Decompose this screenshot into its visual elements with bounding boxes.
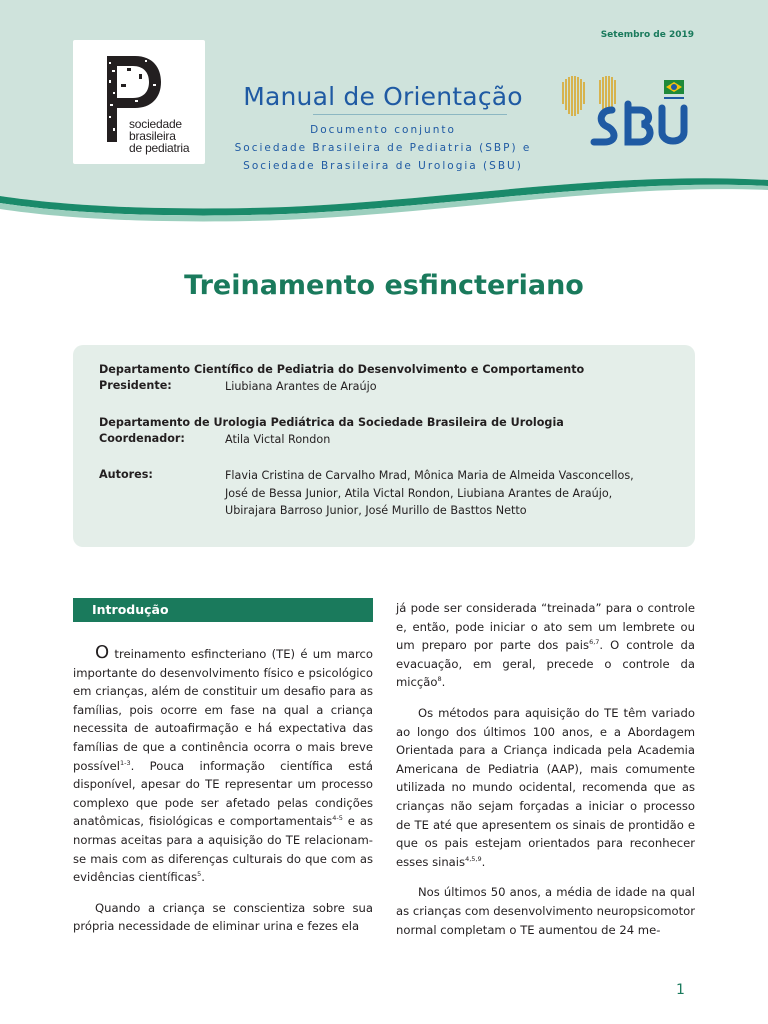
paragraph-text: . [441, 675, 446, 690]
department-1 [99, 361, 584, 378]
department-2 [99, 414, 564, 431]
section-heading: Introdução [92, 602, 169, 617]
department-2-name: Departamento de Urologia Pediátrica da Sociedade Brasileira de Urologia [99, 416, 564, 429]
paragraph-text: Os métodos para aquisição do TE têm variado ao longo dos últimos 100 anos, e a Abordagem Orientada para a Criança indicada pela Academia Americana de Pediatria (AAP), mais comumente utilizada no mundo ocidental, recomenda que as crianças não sejam forçadas a iniciar o processo de TE até que apresentem os sinais de prontidão e que os pais estejam orientados para reconhecer esses sinais [396, 705, 695, 869]
citation: 5 [197, 870, 202, 879]
paragraph-text: já pode ser considerada “treinada” para o controle e, então, pode iniciar o ato sem um lembrete ou um preparo por parte dos pais [396, 601, 695, 653]
subtitle-line: Sociedade Brasileira de Pediatria (SBP) e [234, 142, 532, 154]
citation: 4-5 [332, 814, 343, 823]
sbp-logo [73, 40, 205, 164]
citation: 8 [437, 675, 442, 684]
president-label: Presidente: [99, 379, 172, 392]
authors-info-box [73, 345, 695, 547]
paragraph [73, 899, 373, 936]
paragraph-text: . Pouca informação científica está disponível, apesar do TE representar um processo complexo que pode ser afetado pelas condições anatômicas, fisiológicas e comportamentais [73, 758, 373, 829]
subtitle [200, 121, 566, 175]
section-heading-bar [73, 598, 373, 622]
publication-date: Setembro de 2019 [600, 30, 694, 40]
paragraph [396, 704, 695, 871]
president-name: Liubiana Arantes de Araújo [225, 380, 377, 393]
subtitle-line: Sociedade Brasileira de Urologia (SBU) [243, 160, 523, 172]
sbp-logo-word: sociedade [129, 117, 182, 131]
drop-cap: O [95, 642, 110, 663]
citation: 1-3 [119, 758, 131, 767]
paragraph-text: . [201, 870, 205, 885]
sbp-logo-word: brasileira [129, 129, 176, 143]
authors-line: Ubirajara Barroso Junior, José Murillo de Basttos Netto [225, 504, 527, 517]
coordinator-label: Coordenador: [99, 432, 185, 445]
paragraph-text: Quando a criança se conscientiza sobre sua própria necessidade de eliminar urina e fezes ela [73, 900, 373, 934]
paragraph-text: e as normas aceitas para a aquisição do TE relacionam-se mais com as diferenças culturais do que com as evidências científicas [73, 814, 373, 885]
department-1-name: Departamento Científico de Pediatria do Desenvolvimento e Comportamento [99, 363, 585, 376]
manual-title: Manual de Orientação [243, 82, 523, 111]
paragraph [396, 599, 695, 692]
authors-line: Flavia Cristina de Carvalho Mrad, Mônica Maria de Almeida Vasconcellos, [225, 469, 634, 482]
paragraph-text: treinamento esfincteriano (TE) é um marco importante do desenvolvimento físico e psicológico em crianças, além de constituir um desafio para as famílias, pois ocorre em fase na qual a criança necessita de autoafirmação e há expectativa das famílias de que a continência ocorra o mais breve possível [73, 647, 373, 773]
paragraph-text: Nos últimos 50 anos, a média de idade na qual as crianças com desenvolvimento neuropsicomotor normal completam o TE aumentou de 24 me- [396, 885, 695, 937]
authors-label: Autores: [99, 468, 153, 481]
citation: 6,7 [589, 638, 600, 647]
subtitle-line: Documento conjunto [310, 124, 456, 136]
paragraph-text: . O controle da evacuação, em geral, precede o controle da micção [396, 638, 695, 690]
paragraph [73, 644, 373, 887]
sbu-logo [560, 74, 696, 148]
paragraph-text: . [481, 854, 486, 869]
page-number: 1 [676, 982, 685, 998]
sbp-logo-word: de pediatria [129, 141, 190, 155]
title-divider [313, 114, 507, 115]
authors-list [225, 467, 634, 520]
paragraph [396, 883, 695, 939]
left-column [73, 644, 373, 948]
citation: 4,5,9 [465, 854, 482, 863]
coordinator-name: Atila Victal Rondon [225, 433, 331, 446]
document-title: Treinamento esfincteriano [184, 270, 584, 301]
right-column [396, 599, 695, 951]
authors-line: José de Bessa Junior, Atila Victal Rondon, Liubiana Arantes de Araújo, [225, 486, 613, 500]
